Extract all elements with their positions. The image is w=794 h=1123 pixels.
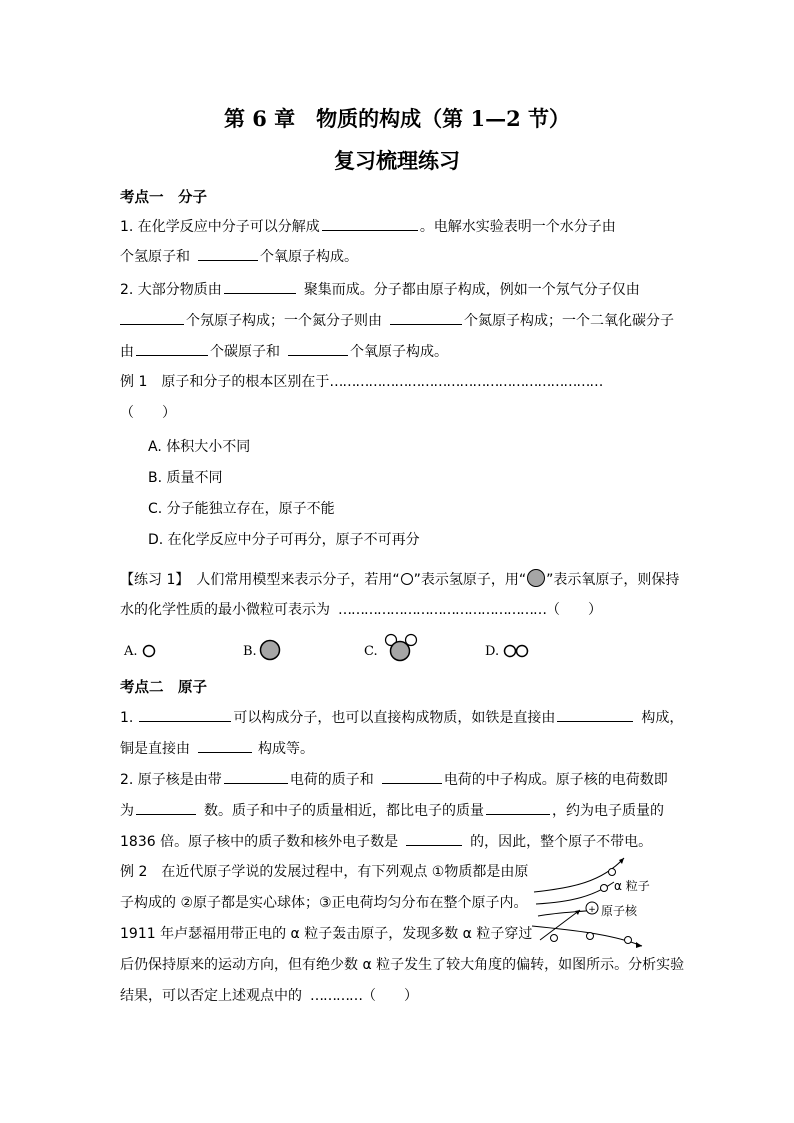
text-run: 个氧原子构成。 [350, 344, 448, 360]
text-run: 1836 倍。原子核中的质子数和核外电子数是 [120, 834, 399, 850]
text-run: 水的化学性质的最小微粒可表示为 [120, 602, 330, 618]
answer-blank[interactable] [198, 246, 258, 261]
example-1-option-a[interactable]: A. 体积大小不同 [148, 439, 251, 455]
s2-question-2-line2 [120, 800, 664, 821]
answer-blank[interactable] [486, 800, 550, 815]
alpha-trajectory [538, 910, 594, 916]
text-run: 可以构成分子，也可以直接构成物质，如铁是直接由 [233, 710, 556, 726]
s2-question-2-line3 [120, 831, 652, 852]
answer-blank[interactable] [288, 341, 348, 356]
choice-c-water-molecule-icon[interactable] [384, 632, 418, 664]
answer-blank[interactable] [136, 800, 196, 815]
answer-blank[interactable] [224, 769, 288, 784]
example-2-line3: 1911 年卢瑟福用带正电的 α 粒子轰击原子，发现多数 α 粒子穿过 [120, 926, 533, 942]
example-2-line5 [120, 986, 418, 1006]
section-heading-molecule: 考点一 分子 [120, 190, 207, 206]
choice-d-label[interactable]: D. [485, 644, 500, 659]
answer-blank[interactable] [139, 707, 231, 722]
rutherford-scattering-diagram [532, 852, 656, 952]
text-run: 个氧原子构成。 [260, 249, 358, 265]
example-2-line1: 例 2 在近代原子学说的发展过程中，有下列观点 ①物质都是由原 [120, 864, 529, 880]
oxygen-atom-icon [527, 569, 545, 587]
text-run: 个氢原子和 [120, 249, 190, 265]
text-run: 为 [120, 803, 134, 819]
leader-dots: ………………………………………… [338, 602, 546, 618]
nucleus-label: 原子核 [601, 904, 638, 918]
text-run: ”表示氢原子，用“ [413, 572, 527, 588]
example-1-paren: （ ） [120, 405, 176, 421]
text-run: ”表示氧原子，则保持 [546, 572, 680, 588]
text-run: 的，因此，整个原子不带电。 [470, 834, 653, 850]
s1-question-2-line3 [120, 341, 448, 362]
practice-1-line1 [120, 569, 679, 590]
text-run: 个氮原子构成；一个二氧化碳分子 [464, 313, 674, 329]
text-run: 1. 在化学反应中分子可以分解成 [120, 219, 320, 235]
example-1-option-b[interactable]: B. 质量不同 [148, 470, 223, 486]
choice-b-label[interactable]: B. [243, 644, 257, 659]
text-run: 【练习 1】 人们常用模型来表示分子，若用“ [120, 572, 400, 588]
text-run: 由 [120, 344, 134, 360]
s2-question-1-line1 [120, 707, 683, 728]
text-run: 结果，可以否定上述观点中的 [120, 988, 302, 1004]
choice-a-hydrogen-icon[interactable] [142, 643, 158, 659]
hydrogen-atom-icon [401, 573, 413, 585]
leader-dots: ………… [310, 988, 362, 1004]
example-2-line4: 后仍保持原来的运动方向，但有绝少数 α 粒子发生了较大角度的偏转，如图所示。分析实验 [120, 957, 685, 973]
alpha-particle-icon [587, 933, 594, 940]
choice-b-oxygen-icon[interactable] [259, 639, 283, 663]
answer-blank[interactable] [136, 341, 208, 356]
s1-question-1-line2 [120, 246, 358, 267]
text-run: 个碳原子和 [210, 344, 280, 360]
page-title: 第 6 章 物质的构成（第 1—2 节） [223, 106, 571, 131]
answer-blank[interactable] [198, 738, 252, 753]
choice-d-hydrogen-molecule-icon[interactable] [503, 643, 531, 659]
text-run: 聚集而成。分子都由原子构成，例如一个氖气分子仅由 [303, 282, 640, 298]
answer-blank[interactable] [120, 310, 184, 325]
practice-1-line2 [120, 600, 602, 620]
text-run: 。电解水实验表明一个水分子由 [419, 219, 616, 235]
text-run: 电荷的质子和 [289, 772, 374, 788]
s1-question-2-line1 [120, 279, 640, 300]
text-run: ，约为电子质量的 [552, 803, 664, 819]
answer-blank[interactable] [224, 279, 296, 294]
arrowhead [575, 910, 580, 915]
text-run: 2. 大部分物质由 [120, 282, 222, 298]
answer-blank[interactable] [322, 216, 418, 231]
example-2-line2: 子构成的 ②原子都是实心球体；③正电荷均匀分布在整个原子内。 [120, 895, 528, 911]
nucleus-plus-sign: + [588, 905, 596, 915]
alpha-particle-icon [625, 937, 632, 944]
answer-blank[interactable] [382, 769, 442, 784]
s2-question-2-line1 [120, 769, 668, 790]
text-run: 例 1 原子和分子的根本区别在于 [120, 374, 330, 390]
example-1-option-c[interactable]: C. 分子能独立存在，原子不能 [148, 501, 335, 517]
arrowhead [619, 858, 624, 864]
page-subtitle: 复习梳理练习 [334, 148, 460, 173]
example-1-option-d[interactable]: D. 在化学反应中分子可再分，原子不可再分 [148, 532, 420, 548]
answer-blank[interactable] [557, 707, 633, 722]
alpha-particle-icon [609, 869, 616, 876]
s1-question-1-line1 [120, 216, 616, 237]
text-run: （ ） [546, 602, 602, 618]
alpha-particle-label: α 粒子 [614, 879, 650, 893]
answer-blank[interactable] [406, 831, 462, 846]
text-run: 1. [120, 710, 134, 726]
alpha-particle-icon [551, 935, 558, 942]
s2-question-1-line2 [120, 738, 314, 759]
text-run: 构成， [641, 710, 684, 726]
text-run: 2. 原子核是由带 [120, 772, 222, 788]
text-run: 数。质子和中子的质量相近，都比电子的质量 [204, 803, 484, 819]
alpha-particle-icon [601, 885, 608, 892]
choice-c-label[interactable]: C. [364, 644, 378, 659]
leader-dots: ……………………………………………………… [329, 374, 603, 390]
s1-question-2-line2 [120, 310, 674, 331]
text-run: 构成等。 [258, 741, 314, 757]
text-run: 电荷的中子构成。原子核的电荷数即 [443, 772, 668, 788]
section-heading-atom: 考点二 原子 [120, 680, 207, 696]
example-1-question [120, 372, 602, 392]
text-run: （ ） [362, 988, 418, 1004]
text-run: 铜是直接由 [120, 741, 190, 757]
answer-blank[interactable] [390, 310, 462, 325]
choice-a-label[interactable]: A. [124, 644, 138, 659]
arrowhead [636, 942, 642, 948]
text-run: 个氖原子构成；一个氮分子则由 [186, 313, 382, 329]
